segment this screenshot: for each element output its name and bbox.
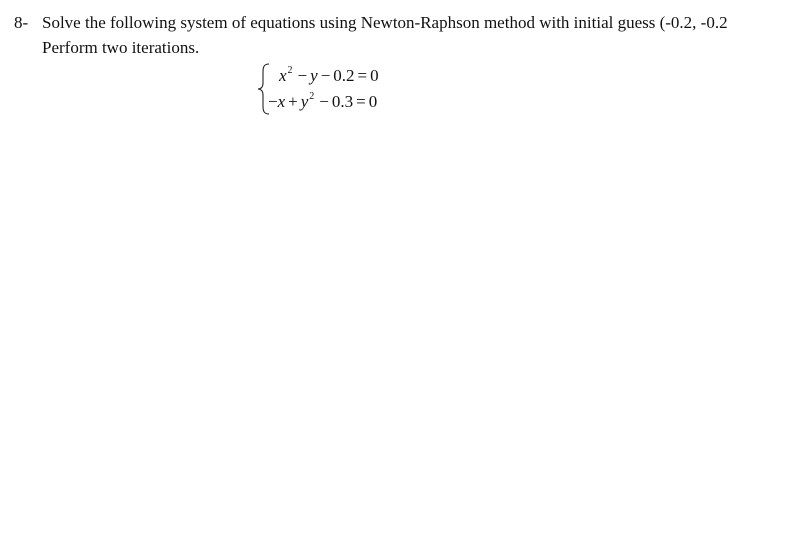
equation-1 xyxy=(279,66,379,89)
eq1-exponent: 2 xyxy=(287,65,293,76)
problem-text-line-1: Solve the following system of equations using Newton-Raphson method with initial guess (-0.2, -0.2 xyxy=(42,13,728,32)
eq1-minus-2: − xyxy=(320,66,331,85)
eq2-exponent: 2 xyxy=(309,91,315,102)
problem-number: 8- xyxy=(14,13,29,32)
eq1-var-x: x xyxy=(279,66,287,85)
eq2-var-y: y xyxy=(300,92,309,111)
problem-text-line-2: Perform two iterations. xyxy=(42,38,200,57)
eq2-plus: + xyxy=(288,92,298,111)
eq2-minus: − xyxy=(319,92,329,111)
eq1-rhs: 0 xyxy=(370,66,379,85)
eq1-minus-1: − xyxy=(297,66,308,85)
eq1-constant: 0.2 xyxy=(333,66,355,85)
eq2-negation: − xyxy=(268,92,278,111)
equation-system xyxy=(257,62,427,118)
eq2-equals: = xyxy=(356,92,366,111)
eq2-constant: 0.3 xyxy=(331,92,354,111)
eq1-equals: = xyxy=(357,66,368,85)
eq2-rhs: 0 xyxy=(368,92,378,111)
eq2-var-x: x xyxy=(277,92,286,111)
equation-2 xyxy=(268,92,377,115)
eq1-var-y: y xyxy=(310,66,318,85)
